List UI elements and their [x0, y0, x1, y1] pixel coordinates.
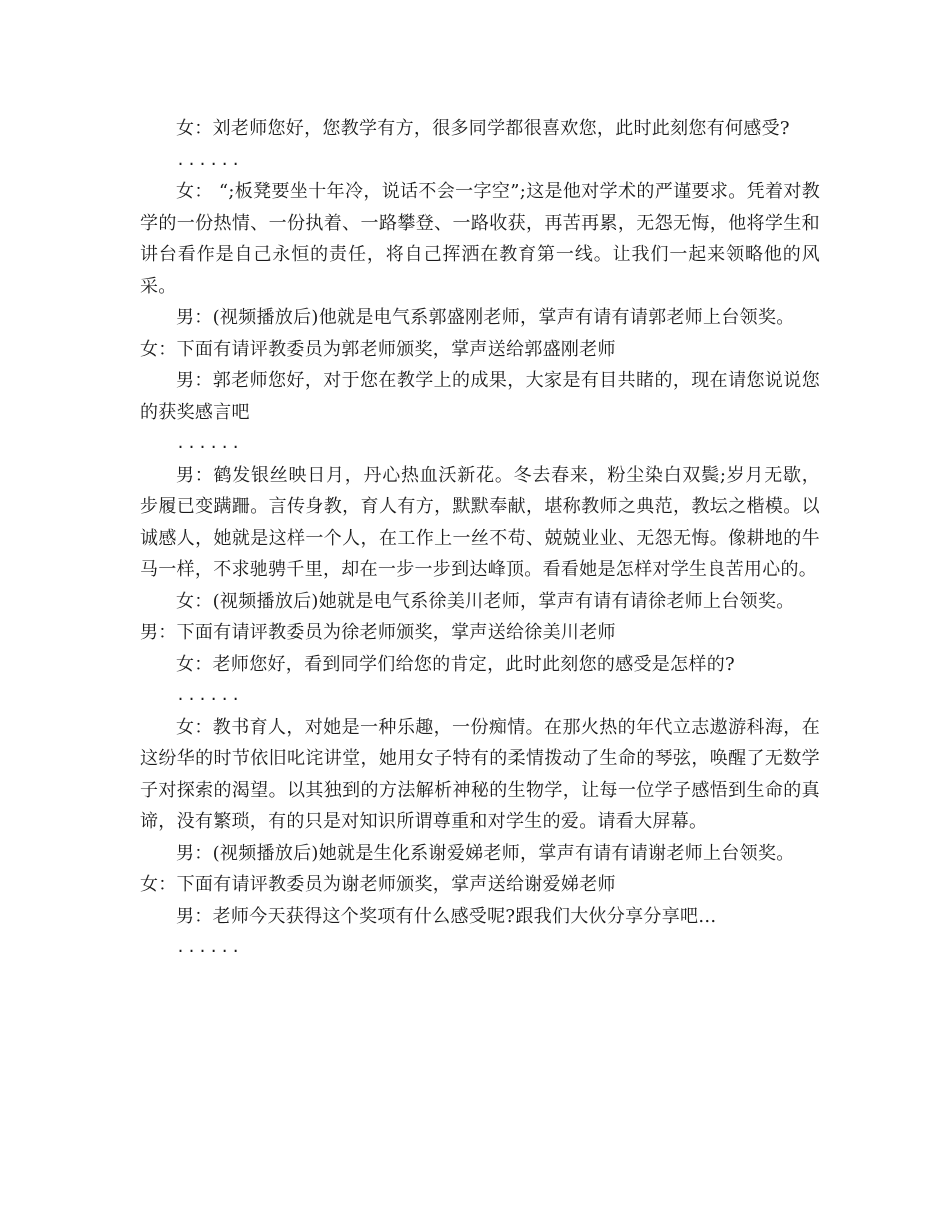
ellipsis-line: ...... [176, 434, 243, 452]
paragraph: 女：老师您好，看到同学们给您的肯定，此时此刻您的感受是怎样的? [176, 653, 735, 675]
paragraph: 男：郭老师您好，对于您在教学上的成果，大家是有目共睹的，现在请您说说您的获奖感言吧 [140, 370, 820, 423]
paragraph: 男：(视频播放后)他就是电气系郭盛刚老师，掌声有请有请郭老师上台领奖。 [176, 307, 795, 328]
paragraph: 女：刘老师您好，您教学有方，很多同学都很喜欢您，此时此刻您有何感受? [176, 118, 790, 139]
document-body [140, 113, 820, 964]
paragraph: 女：(视频播放后)她就是电气系徐美川老师，掌声有请有请徐老师上台领奖。 [176, 590, 795, 612]
paragraph: 男：(视频播放后)她就是生化系谢爱娣老师，掌声有请有请谢老师上台领奖。 [176, 842, 795, 864]
paragraph: 女： “;板凳要坐十年冷，说话不会一字空”;这是他对学术的严谨要求。凭着对教学的一份热情、一份执着、一路攀登、一路收获，再苦再累，无怨无悔，他将学生和讲台看作是自己永恒的责任，将自己挥洒在教育第一线。让我们一起来领略他的风采。 [140, 181, 820, 297]
paragraph: 男：下面有请评教委员为徐老师颁奖，掌声送给徐美川老师 [140, 622, 616, 643]
paragraph: 女：下面有请评教委员为谢老师颁奖，掌声送给谢爱娣老师 [140, 874, 616, 895]
paragraph: 女：教书育人，对她是一种乐趣，一份痴情。在那火热的年代立志遨游科海，在这纷华的时节依旧叱诧讲堂，她用女子特有的柔情拨动了生命的琴弦，唤醒了无数学子对探索的渴望。以其独到的方法解析神秘的生物学，让每一位学子感悟到生命的真谛，没有繁琐，有的只是对知识所谓尊重和对学生的爱。请看大屏幕。 [140, 716, 820, 832]
ellipsis-line: ...... [176, 938, 243, 956]
paragraph: 男：鹤发银丝映日月，丹心热血沃新花。冬去春来，粉尘染白双鬓;岁月无歇，步履已变蹒跚。言传身教，育人有方，默默奉献，堪称教师之典范，教坛之楷模。以诚感人，她就是这样一个人，在工作上一丝不苟、兢兢业业、无怨无悔。像耕地的牛马一样，不求驰骋千里，却在一步一步到达峰顶。看看她是怎样对学生良苦用心的。 [140, 464, 820, 580]
paragraph: 女：下面有请评教委员为郭老师颁奖，掌声送给郭盛刚老师 [140, 338, 616, 360]
ellipsis-line: ...... [176, 686, 243, 704]
paragraph: 男：老师今天获得这个奖项有什么感受呢?跟我们大伙分享分享吧... [176, 905, 717, 927]
ellipsis-line: ...... [176, 150, 243, 169]
